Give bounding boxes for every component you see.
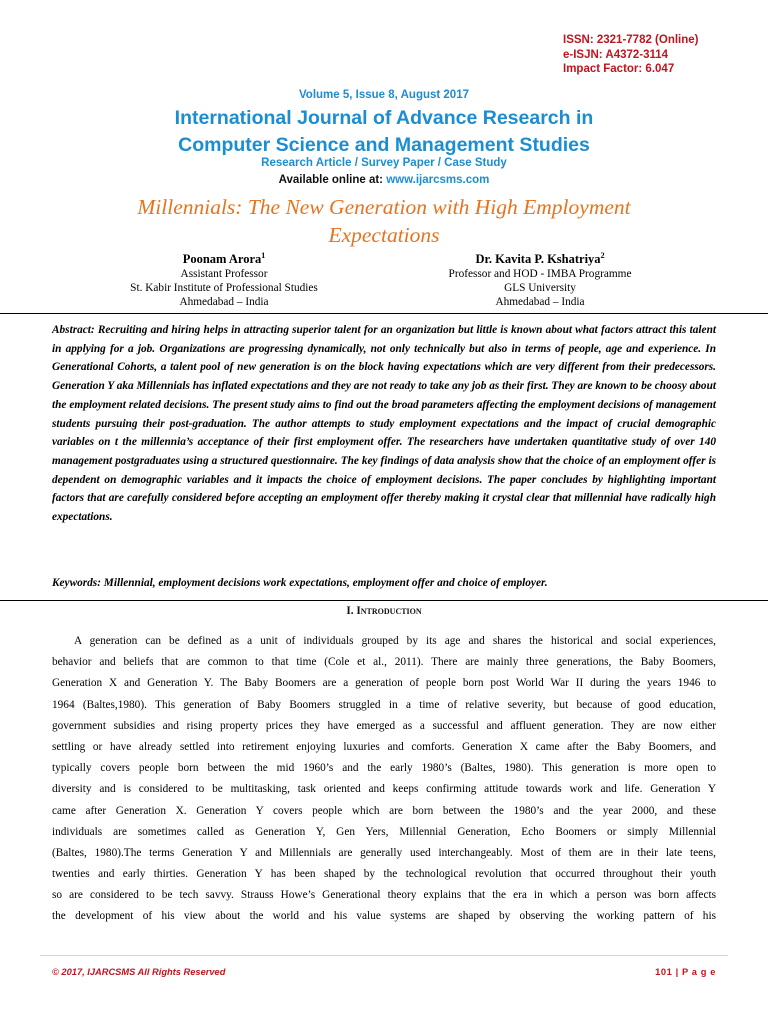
author-2 — [420, 248, 660, 309]
author-1-name: Poonam Arora$^1$ — [182, 251, 266, 267]
body-line: typically covers people born between the mid 1960’s and the early 1980’s (Baltes, 1980). This generation is more open to — [52, 762, 716, 775]
available-label: Available online at: — [278, 174, 387, 186]
eisjn: e-ISJN: A4372-3114 — [563, 48, 669, 61]
author-1-location: Ahmedabad – India — [179, 296, 269, 309]
available-online — [0, 174, 768, 186]
author-1-institution: St. Kabir Institute of Professional Studies — [130, 282, 318, 295]
journal-url-link[interactable]: www.ijarcsms.com — [386, 174, 490, 186]
author-2-affiliation-mark: 2 — [600, 251, 605, 260]
body-line: individuals are sometimes called as Generation Y, Gen Yers, Millennial Generation, Echo Boomers or simply Millennial — [52, 825, 716, 838]
paper-title-line1: Millennials: The New Generation with High Employment — [137, 195, 631, 219]
author-1-affiliation-mark: 1 — [261, 251, 266, 260]
body-line: so are considered to be tech savvy. Strauss Howe’s Generational theory explains that the era in which a person was born affects — [52, 889, 716, 902]
author-2-role: Professor and HOD - IMBA Programme — [448, 268, 632, 281]
section-heading — [0, 605, 768, 617]
body-line: (Baltes, 1980).The terms Generation Y and Millennials are generally used interchangeably. Most of them are in their late teens, — [52, 846, 716, 859]
abstract: Abstract: Recruiting and hiring helps in attracting superior talent for an organization but little is known about what factors attract this talent in applying for a job. Organizations are progressing dynamically, not only technically but also in terms of people, age and experience. In Generational Cohorts, a talent pool of new generation is on the block having expectations which are very different from their predecessors. Generation Y aka Millennials has inflated expectations and they are not ready to take any job as their first. They are known to be choosy about the employment related decisions. The present study aims to find out the broad parameters affecting the employment decisions of management students pursuing their post-graduation. The author attempts to study employment expectations and the impact of crucial demographic variables on t the millennia’s acceptance of their first employment offer. The researchers have undertaken quantitative study of over 140 management postgraduates using a structured questionnaire. The key findings of data analysis show that the choice of an employment offer is dependent on demographic variables and it impacts the choice of employment decisions. The paper concludes by highlighting important factors that are carefully considered before accepting an employment offer thereby making it crystal clear that millennial have radically high expectations. — [52, 324, 716, 524]
impact-factor: Impact Factor: 6.047 — [563, 63, 675, 75]
body-line: government subsidies and rising property prices they have emerged as a successful and affluent generation. They are now either — [52, 719, 716, 732]
author-2-location: Ahmedabad – India — [495, 296, 585, 309]
abstract-top-rule — [0, 313, 768, 314]
footer-rule — [40, 955, 728, 956]
section-number: I. — [346, 605, 357, 617]
volume-issue: Volume 5, Issue 8, August 2017 — [298, 89, 469, 101]
body-line: came after Generation X. Generation Y covers people which are born between the 1980’s and the year 2000, and these — [52, 804, 716, 817]
body-line: Generation X and Generation Y. The Baby Boomers are a generation of people born post World War II during the years 1946 to — [52, 677, 716, 690]
body-line: A generation can be defined as a unit of individuals grouped by its age and shares the historical and social experiences, — [74, 635, 716, 647]
body-line: behavior and beliefs that are common to that time (Cole et al., 2011). There are mainly three generations, the Baby Boomers, — [52, 656, 716, 669]
journal-title-line1: International Journal of Advance Research in — [174, 107, 594, 129]
body-line: 1964 (Baltes,1980). This generation of Baby Boomers struggled in a time of relative severity, but because of good education, — [52, 698, 716, 711]
keywords: Keywords: Millennial, employment decisions work expectations, employment offer and choice of employer. — [52, 577, 548, 589]
body-line: the development of his view about the world and his value systems are shaped by observing the working pattern of his — [52, 910, 716, 923]
paper-title — [40, 193, 728, 249]
author-1-role: Assistant Professor — [180, 268, 268, 281]
abstract-bottom-rule — [0, 600, 768, 601]
research-types: Research Article / Survey Paper / Case Study — [261, 157, 507, 169]
section-title: Introduction — [356, 605, 422, 617]
issn-block — [563, 33, 763, 77]
author-2-institution: GLS University — [504, 282, 576, 295]
author-2-name: Dr. Kavita P. Kshatriya$^2$ — [475, 251, 605, 267]
body-line: twenties and early thirties. Generation Y has been shaped by the technological revolution that occurred throughout their youth — [52, 868, 716, 881]
author-1 — [100, 248, 348, 309]
footer-copyright: © 2017, IJARCSMS All Rights Reserved — [52, 967, 226, 977]
introduction-body — [52, 631, 716, 928]
body-line: diversity and is considered to be multitasking, task oriented and keeps confirming attitude towards work and life. Generation Y — [52, 783, 716, 796]
footer-page-number: 101 | P a g e — [655, 967, 716, 977]
paper-title-line2: Expectations — [328, 223, 440, 247]
issn-online: ISSN: 2321-7782 (Online) — [563, 34, 699, 46]
journal-title — [0, 105, 768, 159]
journal-title-line2: Computer Science and Management Studies — [178, 134, 590, 156]
body-line: settling or have already settled into retirement enjoying luxuries and comforts. Generation X came after the Baby Boomers, and — [52, 740, 716, 753]
